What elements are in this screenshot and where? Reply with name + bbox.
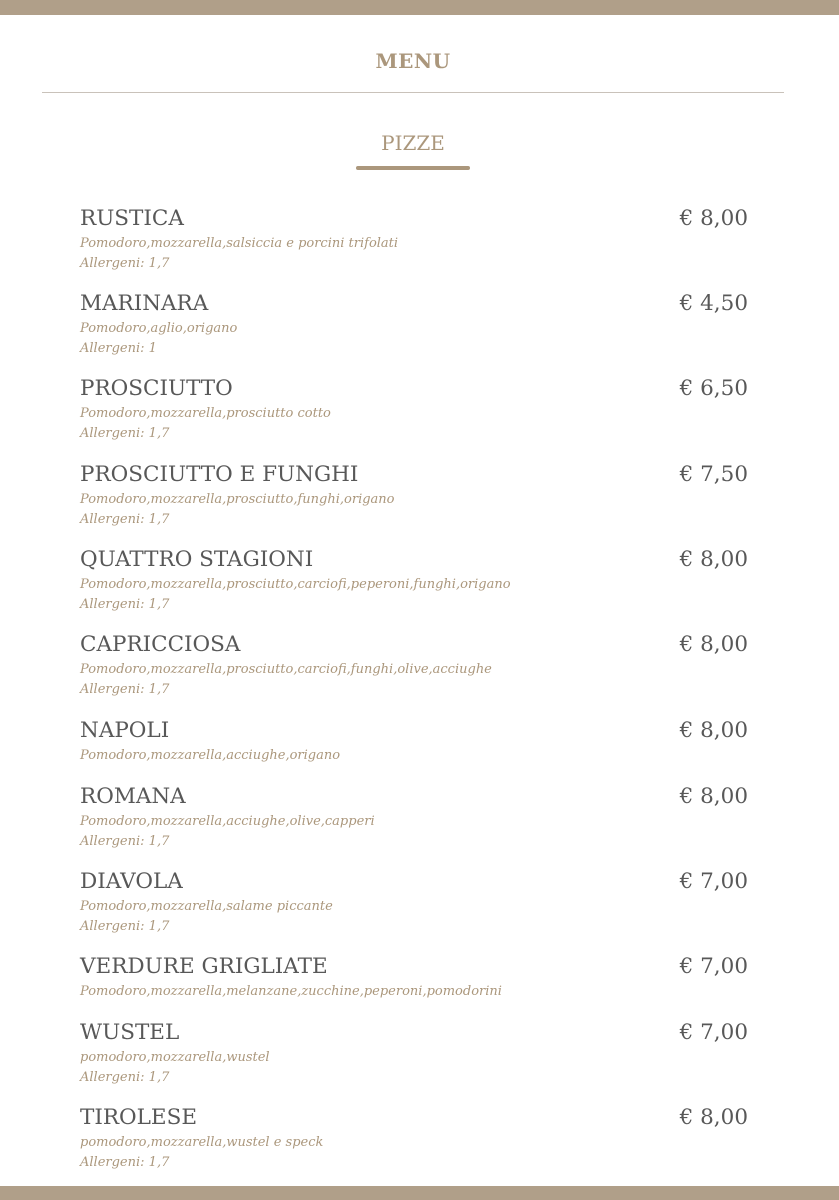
page-title: MENU — [375, 49, 451, 73]
top-border-bar — [0, 0, 839, 15]
item-name: VERDURE GRIGLIATE — [80, 954, 328, 979]
item-description: Pomodoro,mozzarella,prosciutto,funghi,origano — [80, 492, 395, 507]
item-allergens: Allergeni: 1,7 — [80, 597, 170, 612]
item-allergens: Allergeni: 1,7 — [80, 1155, 170, 1170]
item-description: Pomodoro,mozzarella,acciughe,origano — [80, 748, 341, 763]
item-allergens: Allergeni: 1 — [80, 341, 157, 356]
item-description: Pomodoro,mozzarella,prosciutto,carciofi,funghi,olive,acciughe — [80, 662, 492, 677]
item-name: ROMANA — [80, 784, 186, 809]
item-name: RUSTICA — [80, 206, 184, 231]
item-description: Pomodoro,mozzarella,prosciutto cotto — [80, 406, 331, 421]
item-price: € 8,00 — [679, 784, 748, 809]
item-price: € 4,50 — [679, 291, 748, 316]
item-allergens: Allergeni: 1,7 — [80, 919, 170, 934]
section-title: PIZZE — [381, 131, 445, 155]
item-name: WUSTEL — [80, 1020, 180, 1045]
item-name: NAPOLI — [80, 718, 170, 743]
item-name: CAPRICCIOSA — [80, 632, 241, 657]
item-price: € 8,00 — [679, 718, 748, 743]
item-description: Pomodoro,mozzarella,salsiccia e porcini trifolati — [80, 236, 399, 251]
item-allergens: Allergeni: 1,7 — [80, 512, 170, 527]
item-price: € 8,00 — [679, 206, 748, 231]
item-name: MARINARA — [80, 291, 209, 316]
header-divider — [42, 92, 784, 93]
item-price: € 6,50 — [679, 376, 748, 401]
item-name: PROSCIUTTO E FUNGHI — [80, 462, 359, 487]
item-description: pomodoro,mozzarella,wustel — [80, 1050, 270, 1065]
item-name: TIROLESE — [80, 1105, 198, 1130]
item-price: € 8,00 — [679, 547, 748, 572]
item-price: € 7,00 — [679, 869, 748, 894]
item-allergens: Allergeni: 1,7 — [80, 1070, 170, 1085]
item-description: Pomodoro,mozzarella,salame piccante — [80, 899, 333, 914]
item-price: € 8,00 — [679, 632, 748, 657]
item-description: Pomodoro,aglio,origano — [80, 321, 238, 336]
item-allergens: Allergeni: 1,7 — [80, 834, 170, 849]
item-description: Pomodoro,mozzarella,acciughe,olive,capperi — [80, 814, 375, 829]
item-name: DIAVOLA — [80, 869, 183, 894]
item-allergens: Allergeni: 1,7 — [80, 256, 170, 271]
item-price: € 7,00 — [679, 1020, 748, 1045]
item-description: Pomodoro,mozzarella,prosciutto,carciofi,peperoni,funghi,origano — [80, 577, 511, 592]
item-description: pomodoro,mozzarella,wustel e speck — [80, 1135, 324, 1150]
item-allergens: Allergeni: 1,7 — [80, 426, 170, 441]
item-price: € 7,00 — [679, 954, 748, 979]
item-name: QUATTRO STAGIONI — [80, 547, 314, 572]
bottom-border-bar — [0, 1186, 839, 1200]
section-underline — [356, 166, 470, 170]
item-description: Pomodoro,mozzarella,melanzane,zucchine,peperoni,pomodorini — [80, 984, 502, 999]
item-price: € 7,50 — [679, 462, 748, 487]
item-name: PROSCIUTTO — [80, 376, 233, 401]
item-price: € 8,00 — [679, 1105, 748, 1130]
item-allergens: Allergeni: 1,7 — [80, 682, 170, 697]
